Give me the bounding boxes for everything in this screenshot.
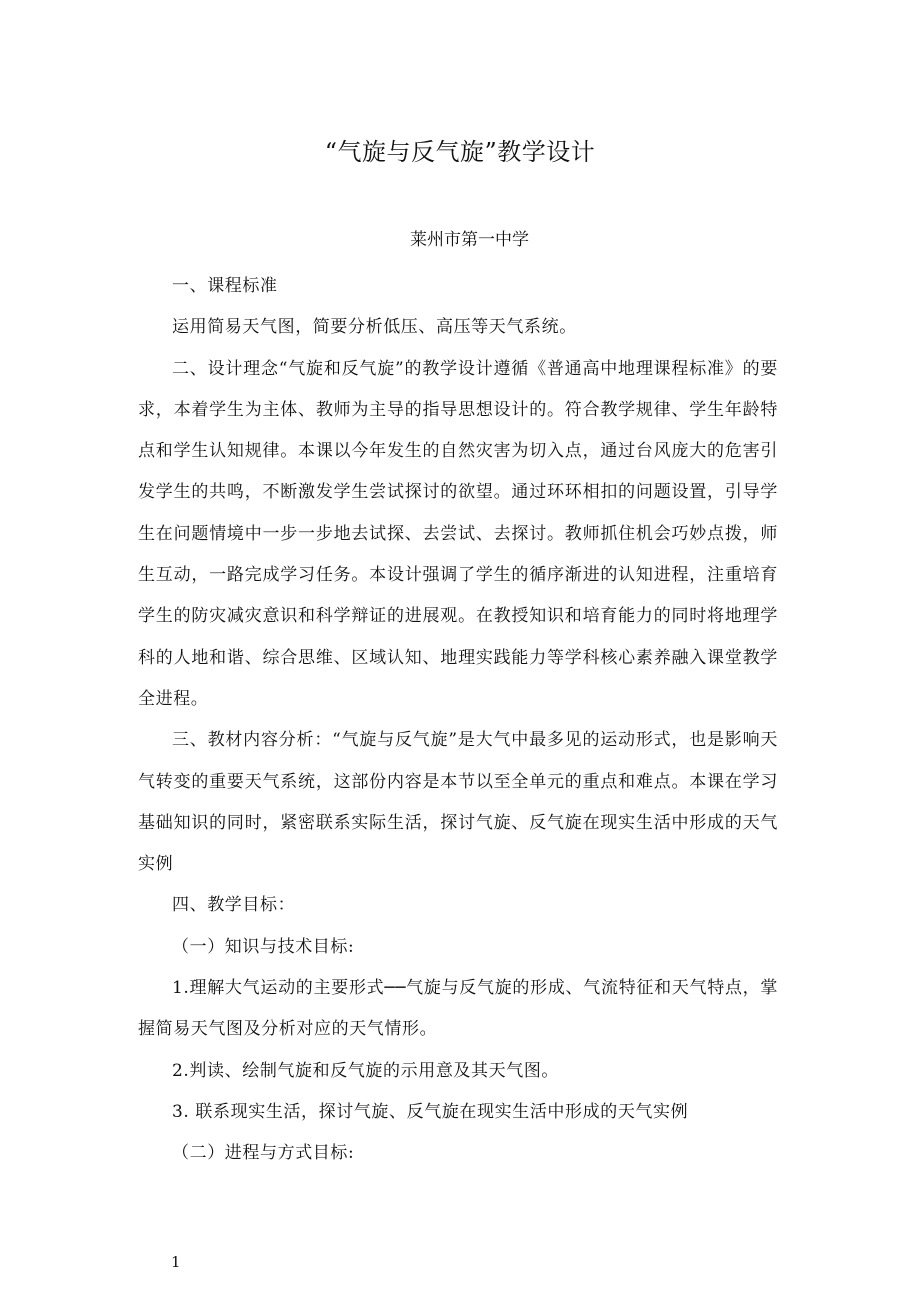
section-heading-curriculum-standard: 一、课程标准: [172, 276, 278, 296]
subheading-process-goals: （二）进程与方式目标:: [172, 1143, 355, 1164]
subheading-knowledge-goals: （一）知识与技术目标:: [172, 936, 355, 957]
page-number: 1: [171, 1253, 181, 1271]
goal-item-2: 2.判读、绘制气旋和反气旋的示用意及其天气图。: [172, 1060, 560, 1081]
paragraph-material-analysis: 三、教材内容分析：“气旋与反气旋”是大气中最多见的运动形式，也是影响天气转变的重要天气系统，这部份内容是本节以至全单元的重点和难点。本课在学习基础知识的同时，紧密联系实际生活，探讨气旋、反气旋在现实生活中形成的天气实例: [138, 730, 778, 875]
school-name: 莱州市第一中学: [410, 230, 529, 250]
section-heading-teaching-goals: 四、教学目标：: [172, 895, 296, 916]
paragraph-curriculum-standard: 运用简易天气图，简要分析低压、高压等天气系统。: [172, 317, 577, 338]
document-title: “气旋与反气旋”教学设计: [324, 138, 596, 166]
document-body: [138, 266, 778, 1175]
goal-item-1: 1.理解大气运动的主要形式──气旋与反气旋的形成、气流特征和天气特点，掌握简易天气图及分析对应的天气情形。: [138, 978, 778, 1040]
paragraph-design-concept: 二、设计理念“气旋和反气旋”的教学设计遵循《普通高中地理课程标准》的要求，本着学生为主体、教师为主导的指导思想设计的。符合教学规律、学生年龄特点和学生认知规律。本课以今年发生的自然灾害为切入点，通过台风庞大的危害引发学生的共鸣，不断激发学生尝试探讨的欲望。通过环环相扣的问题设置，引导学生在问题情境中一步一步地去试探、去尝试、去探讨。教师抓住机会巧妙点拨，师生互动，一路完成学习任务。本设计强调了学生的循序渐进的认知进程，注重培育学生的防灾减灾意识和科学辩证的进展观。在教授知识和培育能力的同时将地理学科的人地和谐、综合思维、区域认知、地理实践能力等学科核心素养融入课堂教学全进程。: [138, 358, 778, 709]
goal-item-3: 3. 联系现实生活，探讨气旋、反气旋在现实生活中形成的天气实例: [172, 1101, 689, 1122]
